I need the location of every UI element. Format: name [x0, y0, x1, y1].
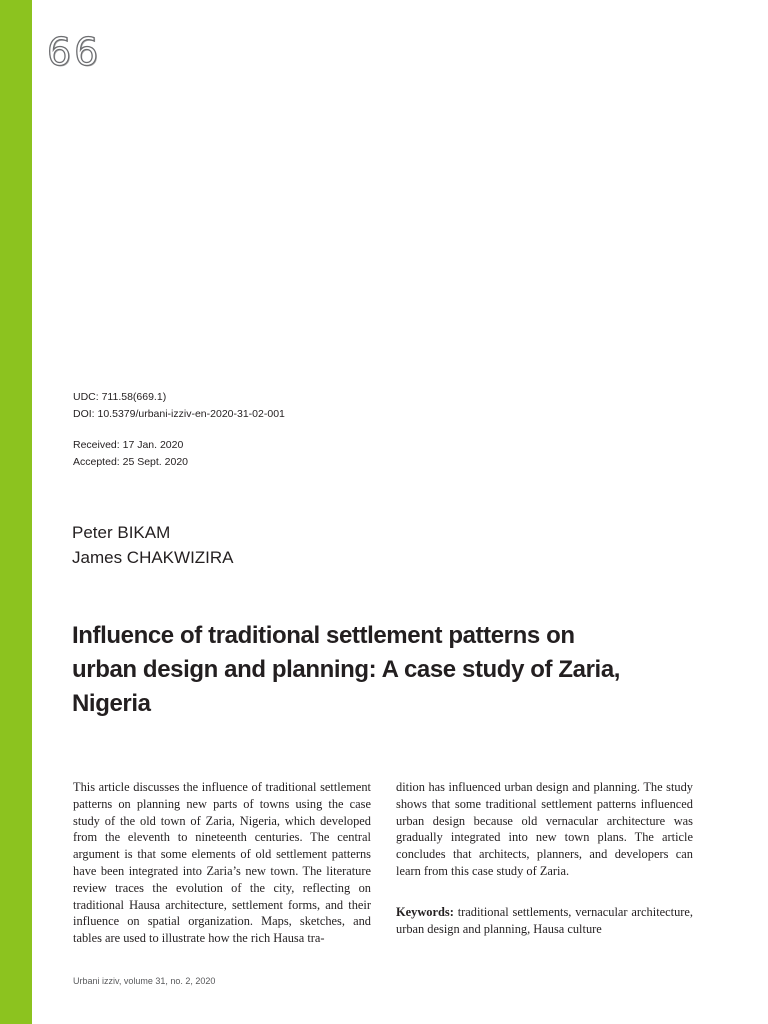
article-identifiers: [73, 389, 285, 423]
keywords-text: traditional settlements, vernacular architecture, urban design and planning, Hausa culture: [396, 904, 693, 936]
keywords: [396, 904, 693, 938]
journal-footer: Urbani izziv, volume 31, no. 2, 2020: [73, 976, 216, 986]
abstract-column-left: [73, 779, 371, 947]
abstract-column-right: [396, 779, 693, 937]
green-margin-bar: [0, 0, 32, 1024]
accepted-date: Accepted: 25 Sept. 2020: [73, 456, 189, 468]
author-list: [72, 520, 234, 570]
article-dates: [73, 437, 188, 471]
doi: DOI: 10.5379/urbani-izziv-en-2020-31-02-001: [73, 408, 285, 420]
keywords-label: Keywords:: [396, 904, 454, 919]
received-date: Received: 17 Jan. 2020: [73, 439, 184, 451]
author-name: Peter BIKAM: [72, 523, 171, 542]
article-title: Influence of traditional settlement patterns on urban design and planning: A case study of Zaria, Nigeria: [72, 622, 621, 717]
author-name: James CHAKWIZIRA: [72, 548, 234, 567]
udc-code: UDC: 711.58(669.1): [73, 391, 167, 403]
page-number: 66: [47, 30, 102, 74]
abstract-text-continued: dition has influenced urban design and planning. The study shows that some traditional settlement patterns influenced urban design because old vernacular architecture was gradually integrated into new town plans. The article concludes that architects, planners, and developers can learn from this case study of Zaria.: [396, 780, 693, 878]
abstract-text: This article discusses the influence of traditional settlement patterns on planning new parts of towns using the case study of the old town of Zaria, Nigeria, which developed from the eleventh to nineteenth centuries. The central argument is that some elements of old settlement patterns have been integrated into Zaria’s new town. The literature review traces the evolution of the city, reflecting on traditional Hausa architecture, settlement forms, and their influence on spatial organization. Maps, sketches, and tables are used to illustrate how the rich Hausa tra-: [73, 780, 371, 946]
